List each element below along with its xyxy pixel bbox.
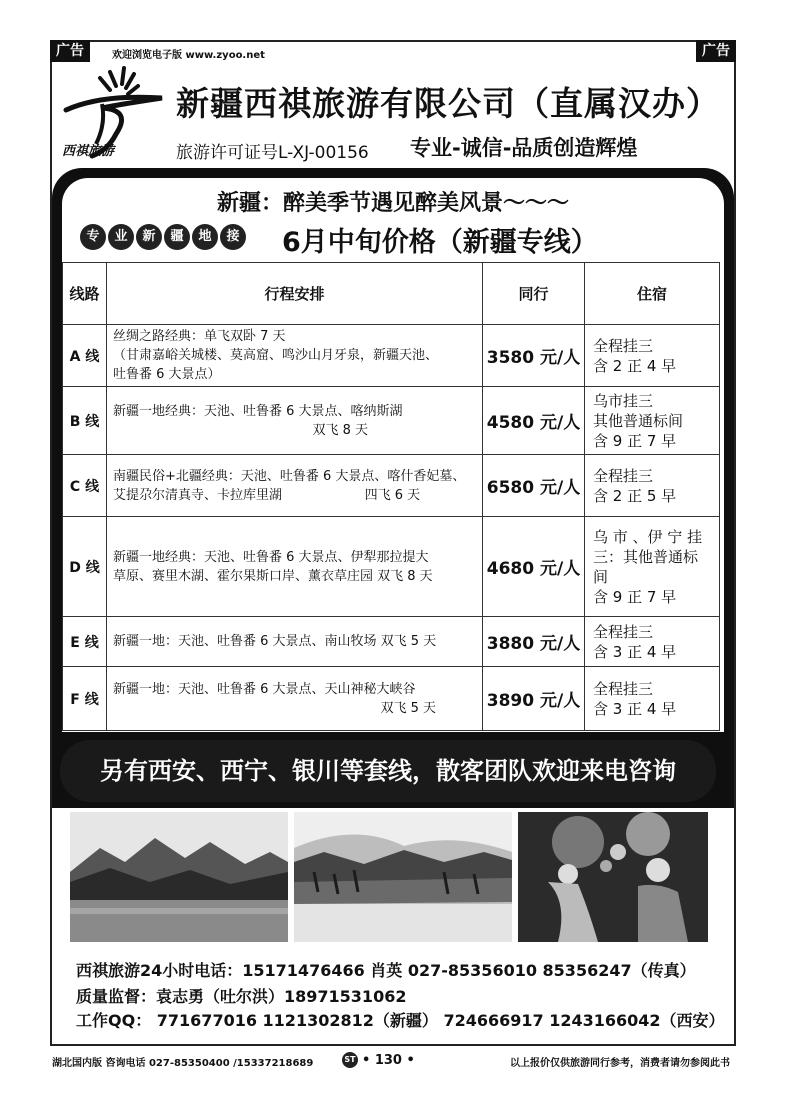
itinerary-text: （甘肃嘉峪关城楼、莫高窟、鸣沙山月牙泉，新疆天池、	[113, 348, 439, 363]
header-itinerary: 行程安排	[107, 263, 483, 325]
itinerary-text: 双飞 5 天	[380, 700, 436, 716]
table-row	[63, 617, 720, 667]
accommodation-text: 含 9 正 7 早	[593, 431, 677, 450]
accommodation-text: 间	[593, 567, 609, 586]
route-line: D 线	[63, 517, 107, 617]
route-line: F 线	[63, 667, 107, 731]
route-itinerary	[107, 455, 483, 517]
itinerary-text: 吐鲁番 6 大景点）	[113, 367, 221, 382]
contact-supervision[interactable]: 质量监督：袁志勇（吐尔洪）18971531062	[76, 987, 407, 1006]
badge-char: 接	[220, 224, 246, 250]
website-text[interactable]: 欢迎浏览电子版 www.zyoo.net	[112, 50, 265, 61]
accommodation-text: 含 2 正 5 早	[593, 486, 677, 505]
page-number	[342, 1052, 415, 1068]
photo-grassland	[294, 812, 512, 942]
logo-text: 西祺旅游	[62, 144, 115, 159]
route-price: 3890 元/人	[483, 667, 585, 731]
ad-tag-left: 广告	[50, 40, 90, 62]
route-accommodation	[585, 667, 720, 731]
table-header-row	[63, 263, 720, 325]
accommodation-text: 全程挂三	[593, 622, 654, 641]
accommodation-text: 乌市挂三	[593, 391, 654, 410]
other-routes-banner: 另有西安、西宁、银川等套线，散客团队欢迎来电咨询	[60, 740, 716, 802]
accommodation-text: 全程挂三	[593, 679, 654, 698]
promo-headline: 新疆：醉美季节遇见醉美风景～～～	[216, 191, 569, 216]
contact-qq[interactable]: 工作QQ： 771677016 1121302812（新疆） 724666917 1243166042（西安）	[76, 1011, 725, 1030]
route-accommodation	[585, 455, 720, 517]
table-row	[63, 455, 720, 517]
itinerary-text: 艾提尕尔清真寺、卡拉库里湖 四飞 6 天	[113, 487, 421, 503]
route-itinerary	[107, 325, 483, 387]
itinerary-text: 南疆民俗+北疆经典：天池、吐鲁番 6 大景点、喀什香妃墓、	[113, 468, 466, 484]
route-price: 3880 元/人	[483, 617, 585, 667]
header-line: 线路	[63, 263, 107, 325]
price-table	[62, 262, 720, 731]
accommodation-text: 三：其他普通标	[593, 547, 699, 566]
license-number: 旅游许可证号L-XJ-00156	[176, 143, 369, 163]
itinerary-text: 丝绸之路经典：单飞双卧 7 天	[113, 329, 286, 344]
route-itinerary	[107, 667, 483, 731]
badge-local-tour	[80, 224, 246, 250]
slogan: 专业-诚信-品质创造辉煌	[410, 136, 638, 160]
itinerary-text: 草原、赛里木湖、霍尔果斯口岸、薰衣草庄园 双飞 8 天	[113, 568, 433, 584]
photo-lake-mountains	[70, 812, 288, 942]
header-accommodation: 住宿	[585, 263, 720, 325]
badge-char: 专	[80, 224, 106, 250]
route-line: C 线	[63, 455, 107, 517]
table-row	[63, 387, 720, 455]
route-price: 6580 元/人	[483, 455, 585, 517]
accommodation-text: 含 9 正 7 早	[593, 587, 677, 606]
badge-char: 新	[136, 224, 162, 250]
accommodation-text: 含 2 正 4 早	[593, 356, 677, 375]
route-price: 4580 元/人	[483, 387, 585, 455]
route-itinerary	[107, 387, 483, 455]
itinerary-text: 新疆一地经典：天池、吐鲁番 6 大景点、伊犁那拉提大	[113, 549, 429, 565]
route-price: 4680 元/人	[483, 517, 585, 617]
table-row	[63, 667, 720, 731]
ad-tag-right: 广告	[696, 40, 736, 62]
contact-phone[interactable]: 西祺旅游24小时电话：15171476466 肖英 027-85356010 85356247（传真）	[76, 961, 696, 980]
route-accommodation	[585, 325, 720, 387]
route-line: B 线	[63, 387, 107, 455]
itinerary-text: 新疆一地经典：天池、吐鲁番 6 大景点、喀纳斯湖	[113, 403, 403, 419]
accommodation-text: 含 3 正 4 早	[593, 699, 677, 718]
badge-char: 地	[192, 224, 218, 250]
badge-char: 业	[108, 224, 134, 250]
publisher-logo-icon: ST	[342, 1052, 358, 1068]
route-itinerary	[107, 617, 483, 667]
table-row	[63, 517, 720, 617]
header-price: 同行	[483, 263, 585, 325]
table-row	[63, 325, 720, 387]
itinerary-text: 新疆一地：天池、吐鲁番 6 大景点、南山牧场 双飞 5 天	[113, 634, 437, 649]
company-name: 新疆西祺旅游有限公司（直属汉办）	[176, 84, 720, 123]
page-number-text: • 130 •	[362, 1052, 415, 1068]
accommodation-text: 乌 市 、伊 宁 挂	[593, 527, 703, 546]
footer-right: 以上报价仅供旅游同行参考，消费者请勿参阅此书	[510, 1058, 730, 1069]
route-line: E 线	[63, 617, 107, 667]
footer-left: 湖北国内版 咨询电话 027-85350400 /15337218689	[52, 1058, 314, 1069]
accommodation-text: 全程挂三	[593, 336, 654, 355]
route-itinerary	[107, 517, 483, 617]
accommodation-text: 全程挂三	[593, 466, 654, 485]
accommodation-text: 含 3 正 4 早	[593, 642, 677, 661]
itinerary-text: 新疆一地：天池、吐鲁番 6 大景点、天山神秘大峡谷	[113, 681, 416, 697]
route-accommodation	[585, 517, 720, 617]
badge-char: 疆	[164, 224, 190, 250]
photo-uyghur-dancers	[518, 812, 708, 942]
route-accommodation	[585, 387, 720, 455]
route-accommodation	[585, 617, 720, 667]
route-line: A 线	[63, 325, 107, 387]
route-price: 3580 元/人	[483, 325, 585, 387]
accommodation-text: 其他普通标间	[593, 411, 684, 430]
promo-subheadline: 6月中旬价格（新疆专线）	[282, 227, 598, 258]
itinerary-text: 双飞 8 天	[312, 422, 368, 438]
